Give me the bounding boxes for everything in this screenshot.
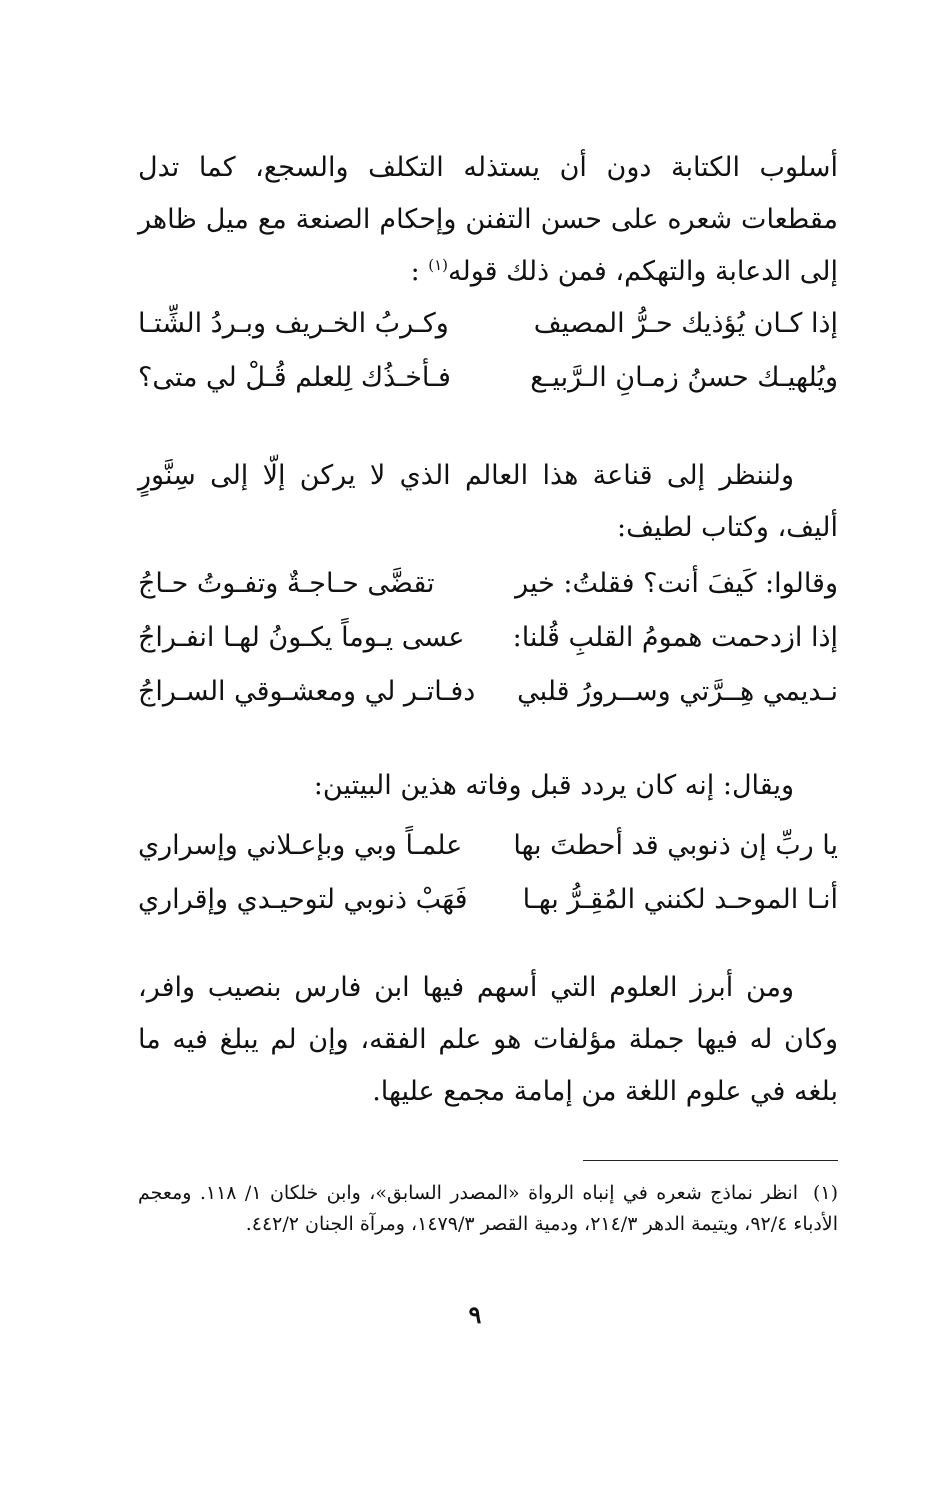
verse: [138, 296, 838, 350]
verse: [138, 556, 838, 610]
paragraph-intro-tail: :: [410, 256, 429, 287]
poem-3: [138, 818, 838, 926]
footnote-text: انظر نماذج شعره في إنباه الرواة «المصدر السابق»، وابن خلكان ١/ ١١٨. ومعجم الأدباء ٩٢/٤، ويتيمة الدهر ٢١٤/٣، ودمية القصر ١٤٧٩/٣، ومرآة الجنان ٤٤٢/٢.: [138, 1182, 838, 1235]
verse: [138, 610, 838, 664]
footnote-number: (١): [812, 1182, 838, 1204]
paragraph-fiqh-text: ومن أبرز العلوم التي أسهم فيها ابن فارس بنصيب وافر، وكان له فيها جملة مؤلفات هو علم الفقه، وإن لم يبلغ فيه ما بلغه في علوم اللغة من إمامة مجمع عليها.: [138, 972, 838, 1107]
paragraph-last-verses: [138, 760, 838, 812]
verse-first-hemistich: إذا ازدحمت همومُ القلبِ قُلنا:: [512, 621, 838, 653]
paragraph-fiqh: [138, 962, 838, 1118]
verse-first-hemistich: أنـا الموحـد لكنني المُقِـرُّ بهـا: [522, 883, 838, 915]
verse-first-hemistich: وقالوا: كَيفَ أنت؟ فقلتُ: خير: [515, 567, 838, 599]
footnote-separator: [583, 1160, 838, 1161]
verse: [138, 872, 838, 926]
paragraph-last-verses-text: ويقال: إنه كان يردد قبل وفاته هذين البيتين:: [313, 770, 794, 801]
verse-second-hemistich: دفـاتـر لي ومعشـوقي السـراجُ: [138, 675, 476, 707]
verse-second-hemistich: فـأخـذُك لِلعلم قُـلْ لي متى؟: [138, 361, 451, 393]
verse-second-hemistich: عسى يـوماً يكـونُ لهـا انفـراجُ: [138, 621, 465, 653]
verse-second-hemistich: وكـربُ الخـريف وبـردُ الشِّتـا: [138, 307, 449, 339]
verse-first-hemistich: ويُلهيـك حسنُ زمـانِ الـرَّبيـع: [530, 361, 838, 393]
poem-2: [138, 556, 838, 718]
verse: [138, 818, 838, 872]
verse-second-hemistich: علمـاً وبي وبإعـلاني وإسراري: [138, 829, 463, 861]
verse: [138, 350, 838, 404]
verse-second-hemistich: تقضَّى حـاجـةٌ وتفـوتُ حـاجُ: [138, 567, 435, 599]
paragraph-cat-text: ولننظر إلى قناعة هذا العالم الذي لا يركن إلّا إلى سِنَّورٍ أليف، وكتاب لطيف:: [138, 460, 838, 543]
verse-first-hemistich: نـديمي هِــرَّتي وســرورُ قلبي: [517, 675, 838, 707]
verse-first-hemistich: يا ربِّ إن ذنوبي قد أحطتَ بها: [513, 829, 838, 861]
page-number: ٩: [468, 1300, 482, 1329]
paragraph-intro-text: أسلوب الكتابة دون أن يستذله التكلف والسجع، كما تدل مقطعات شعره على حسن التفنن وإحكام الصنعة مع ميل ظاهر إلى الدعابة والتهكم، فمن ذلك قوله: [138, 152, 838, 287]
verse-first-hemistich: إذا كـان يُؤذيك حـرُّ المصيف: [533, 307, 838, 339]
verse-second-hemistich: فَهَبْ ذنوبي لتوحيـدي وإقراري: [138, 883, 468, 915]
footnote-reference[interactable]: (١): [428, 256, 449, 274]
paragraph-cat: [138, 450, 838, 554]
verse: [138, 664, 838, 718]
footnote: [138, 1178, 838, 1240]
paragraph-intro: [138, 142, 838, 298]
poem-1: [138, 296, 838, 404]
